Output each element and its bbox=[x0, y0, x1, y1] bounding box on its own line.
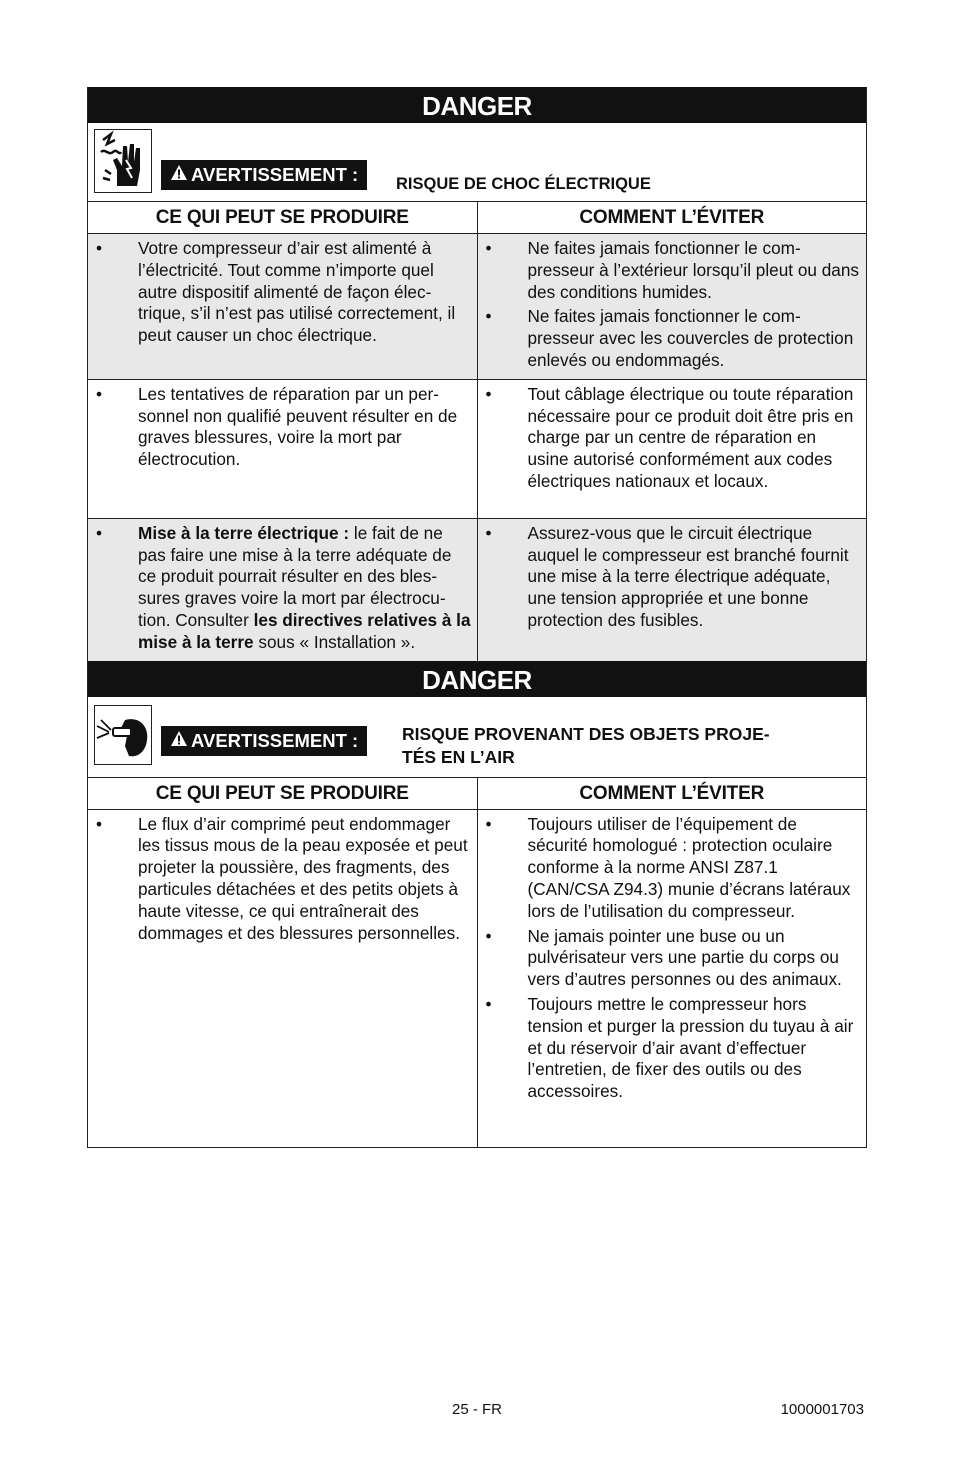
col-header-what-can-happen: CE QUI PEUT SE PRODUIRE bbox=[88, 778, 477, 810]
warning-row bbox=[88, 123, 866, 202]
col-header-how-to-prevent: COMMENT L’ÉVITER bbox=[477, 202, 866, 234]
list-item: • Toujours utiliser de l’équipement de sécurité homologué : protection oculaire conforme à la norme ANSI Z87.1 (CAN/CSA Z94.3) munie d’écrans latéraux lors de l’utilisation du compresseur. bbox=[485, 813, 851, 921]
list-item: • Ne faites jamais fonctionner le compresseur avec les couvercles de protection enlevés ou endommagés. bbox=[485, 306, 854, 370]
table-row bbox=[88, 518, 866, 660]
hazard-table bbox=[88, 202, 866, 661]
list-item: • Assurez-vous que le circuit électrique auquel le compresseur est branché fournit une mise à la terre électrique adéquate, une tension appropriée et une bonne protection des fusibles. bbox=[485, 522, 849, 630]
warning-badge bbox=[161, 160, 367, 190]
safety-page bbox=[87, 87, 867, 1148]
hazard-table bbox=[88, 778, 866, 1148]
electric-shock-icon bbox=[94, 129, 152, 193]
hazard-title: RISQUE DE CHOC ÉLECTRIQUE bbox=[396, 175, 651, 193]
danger-header: DANGER bbox=[88, 87, 866, 123]
table-row bbox=[88, 379, 866, 518]
danger-section-electric bbox=[87, 87, 867, 661]
document-code: 1000001703 bbox=[780, 1401, 864, 1418]
warning-badge bbox=[161, 726, 367, 756]
col-header-what-can-happen: CE QUI PEUT SE PRODUIRE bbox=[88, 202, 477, 234]
danger-header: DANGER bbox=[88, 661, 866, 697]
warning-label: AVERTISSEMENT : bbox=[191, 164, 359, 185]
table-row bbox=[88, 234, 866, 380]
hazard-title: RISQUE PROVENANT DES OBJETS PROJE- TÉS EN L’AIR bbox=[402, 723, 770, 767]
warning-label: AVERTISSEMENT : bbox=[191, 729, 359, 751]
safety-goggles-icon bbox=[94, 705, 152, 765]
col-header-how-to-prevent: COMMENT L’ÉVITER bbox=[477, 778, 866, 810]
warning-row bbox=[88, 697, 866, 778]
warning-triangle-icon bbox=[171, 159, 187, 189]
list-item: • Toujours mettre le compresseur hors tension et purger la pression du tuyau à air et du réservoir d’air avant d’effectuer l’entretien, de fixer des outils ou des accessoires. bbox=[485, 993, 854, 1102]
warning-triangle-icon bbox=[171, 725, 187, 755]
list-item: • Les tentatives de réparation par un personnel non qualifié peuvent résulter en de graves blessures, voire la mort par électrocution. bbox=[96, 383, 458, 470]
list-item: • Mise à la terre électrique : le fait de ne pas faire une mise à la terre adéquate de ce produit pourrait résulter en des blessures graves voire la mort par électrocution. Consulter les directives relatives à la mise à la terre sous « Installation ». bbox=[96, 522, 471, 652]
list-item: • Ne faites jamais fonctionner le compresseur à l’extérieur lorsqu’il pleut ou dans des conditions humides. bbox=[485, 238, 860, 302]
list-item: • Votre compresseur d’air est alimenté à l’électricité. Tout comme n’importe quel autre dispositif alimenté de façon électrique, s’il n’est pas utilisé correctement, il peut causer un choc électrique. bbox=[96, 238, 456, 346]
list-item: • Le flux d’air comprimé peut endommager les tissus mous de la peau exposée et peut projeter la poussière, des fragments, des particules détachées et des petits objets à haute vitesse, ce qui entraînerait des dommages et des blessures personnelles. bbox=[96, 813, 468, 943]
page-number: 25 - FR bbox=[451, 1401, 502, 1418]
danger-section-projectiles bbox=[87, 661, 867, 1149]
list-item: • Ne jamais pointer une buse ou un pulvérisateur vers une partie du corps ou vers d’autres personnes ou des animaux. bbox=[485, 925, 842, 990]
list-item: • Tout câblage électrique ou toute réparation nécessaire pour ce produit doit être pris en charge par un centre de réparation en usine autorisé conformément aux codes électriques nationaux et locaux. bbox=[485, 383, 854, 491]
table-row bbox=[88, 809, 866, 1147]
